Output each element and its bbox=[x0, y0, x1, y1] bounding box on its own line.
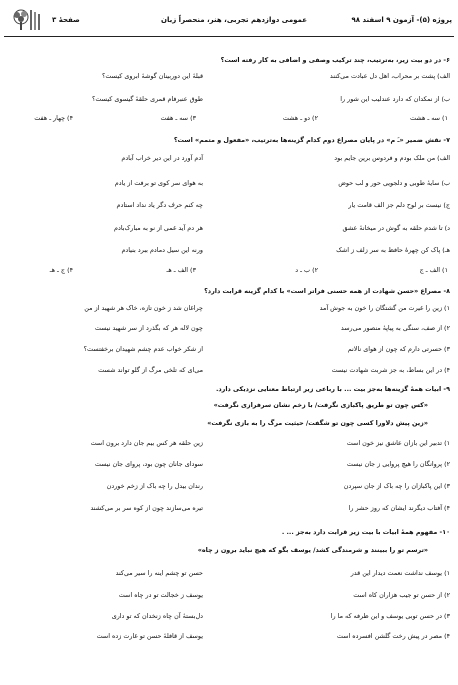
q6-option-3[interactable]: ۳) سه ـ هفت bbox=[160, 114, 196, 122]
q7-option-1[interactable]: ۱) الف ـ ج bbox=[419, 266, 448, 274]
q7-option-2[interactable]: ۲) ب ـ د bbox=[295, 266, 318, 274]
q9-option3-b: رندان بیدل را چه باک از زخم خوردن bbox=[106, 482, 203, 490]
q6-option-2[interactable]: ۲) دو ـ هشت bbox=[282, 114, 318, 122]
page-header bbox=[4, 4, 454, 37]
q6-verse1-b: قبلهٔ این دوربینان گوشهٔ ابروی کیست؟ bbox=[101, 72, 203, 80]
q7-verse3-b: چه کنم حرف دگر یاد نداد استادم bbox=[116, 201, 203, 209]
q10-quote: «ترسم تو را ببینند و شرمندگی کشد/ یوسف بگو که هیچ نباید برون ز چاه» bbox=[197, 546, 428, 554]
q9-option4-b: تیره می‌سازند چون از کوه سر بر می‌کشند bbox=[90, 504, 203, 512]
q6-title: ۶- در دو بیت زیر، به‌ترتیب، چند ترکیب وصفی و اضافی به کار رفته است؟ bbox=[220, 56, 450, 64]
q9-title: ۹- ابیات همهٔ گزینه‌ها به‌جز بیت ... با رباعی زیر ارتباط معنایی نزدیکی دارد. bbox=[215, 385, 450, 393]
q7-verse2-b: به هوای سر کوی تو برفت از یادم bbox=[114, 179, 203, 187]
q10-option2-b: یوسف ز خجالت تو در چاه است bbox=[118, 591, 203, 599]
q6-option-1[interactable]: ۱) سه ـ هشت bbox=[409, 114, 448, 122]
q7-verse4-b: هر دم آید غمی از نو به مبارک‌بادم bbox=[114, 224, 203, 232]
q8-option4-a[interactable]: ۴) در این بساط، به جز شربت شهادت نیست bbox=[331, 366, 450, 374]
q10-option4-a[interactable]: ۴) مصر در پیش رخت گلشن افسرده است bbox=[336, 632, 450, 640]
q8-option4-b: می‌ای که تلخی مرگ از گلو تواند شست bbox=[98, 366, 203, 374]
q8-option3-b: از شکر خواب عدم چشم شهیدان برخفتست؟ bbox=[83, 345, 203, 353]
q7-option-4[interactable]: ۴) ج ـ هـ bbox=[49, 266, 73, 274]
q9-option4-a[interactable]: ۴) آفتاب دیگرند ایشان که روز حشر را bbox=[348, 504, 450, 512]
q8-option1-b: چراغان شد ز خون تازه، خاک هر شهید از من bbox=[84, 304, 203, 312]
q6-option-4[interactable]: ۴) چهار ـ هفت bbox=[34, 114, 73, 122]
q7-verse5-a: هـ) پاک کن چهرهٔ حافظ به سر زلف ز اشک bbox=[336, 246, 450, 254]
q9-option3-a[interactable]: ۳) این پاکبازان را چه باک از جان سپردن bbox=[343, 482, 450, 490]
q7-verse1-b: آدم آورد در این دیر خراب آبادم bbox=[121, 154, 203, 162]
q9-option1-b: زین حلقه هر کس بیم جان دارد برون است bbox=[90, 439, 203, 447]
exam-title: عمومی دوازدهم تجربی، هنر، منحصراً زبان bbox=[160, 16, 308, 24]
q9-quote-2: «زین پیش دلاورا کسی چون تو شگفت/ حیثیت مرگ را به بازی نگرفت» bbox=[207, 419, 428, 427]
q9-option2-a[interactable]: ۲) پروانگان را هیچ پروایی ز جان نیست bbox=[346, 460, 450, 468]
q10-option1-a[interactable]: ۱) یوسف نداشت نعمت دیدار این قدر bbox=[350, 569, 450, 577]
q7-verse1-a: الف) من ملک بودم و فردوس برین جایم بود bbox=[334, 154, 450, 162]
q10-option2-a[interactable]: ۲) از حسن تو جیب هزاران کاه است bbox=[353, 591, 450, 599]
q6-verse2-a: ب) از نمکدان که دارد عندلیب این شور را bbox=[340, 95, 450, 103]
q9-option2-b: سودای جانان چون بود، پروای جان نیست bbox=[94, 460, 203, 468]
page-number: صفحهٔ ۳ bbox=[52, 16, 80, 24]
q9-option1-a[interactable]: ۱) تدبیر این بازان عاشق نیز خون است bbox=[346, 439, 450, 447]
q9-quote-1: «کس چون تو طریق پاکبازی نگرفت/ با زخم نشان سرفرازی نگرفت» bbox=[213, 401, 428, 409]
q7-verse4-a: د) تا شدم حلقه به گوش در میخانهٔ عشق bbox=[342, 224, 450, 232]
q10-title: ۱۰- مفهوم همهٔ ابیات با بیت زیر قرابت دارد به‌جز ... . bbox=[281, 528, 450, 536]
q7-title: ۷- نقش ضمیر «ـَ م» در پایان مصراع دوم کدام گزینه‌ها به‌ترتیب، «مفعول و متمم» است؟ bbox=[173, 136, 450, 144]
q8-option3-a[interactable]: ۳) حسرتی دارم که چون از هوای نالانم bbox=[347, 345, 450, 353]
q10-option3-a[interactable]: ۳) در حسن توبی یوسف و این ظرفه که ما را bbox=[330, 612, 450, 620]
q7-verse3-a: ج) نیست بر لوح دلم جز الف قامت یار bbox=[348, 201, 450, 209]
project-title: پروژه (۵)- آزمون ۹ اسفند ۹۸ bbox=[351, 16, 452, 24]
q8-title: ۸- مصراع «حسن شهادت از همه حسنی فراتر است» با کدام گزینه قرابت دارد؟ bbox=[204, 287, 450, 295]
q10-option3-b: دل‌بستهٔ آن چاه زنخدان که تو داری bbox=[111, 612, 203, 620]
q7-verse5-b: ورنه این سیل دمادم ببرد بنیادم bbox=[121, 246, 203, 254]
q7-option-3[interactable]: ۳) الف ـ هـ bbox=[166, 266, 196, 274]
q8-option1-a[interactable]: ۱) زین را غیرت من گشتگان را خون به جوش آمد bbox=[319, 304, 450, 312]
q6-verse1-a: الف) پشت بر محراب، اهل دل عبادت می‌کنند bbox=[329, 72, 450, 80]
q7-verse2-a: ب) سایهٔ طوبی و دلجویی حور و لب حوض bbox=[338, 179, 450, 187]
q8-option2-b: چون لاله هر که بگذرد از سر شهید نیست bbox=[94, 324, 203, 332]
q10-option4-b: یوسف از قافلهٔ حسن تو غارت زده است bbox=[96, 632, 203, 640]
q8-option2-a[interactable]: ۲) از صف، سنگی به پیاپهٔ منصور می‌رسد bbox=[340, 324, 450, 332]
tree-logo-icon bbox=[8, 6, 42, 34]
q10-option1-b: حسن تو چشم اینه را سیر می‌کند bbox=[115, 569, 203, 577]
q6-verse2-b: طوق عنبرفام قمری حلقهٔ گیسوی کیست؟ bbox=[92, 95, 203, 103]
